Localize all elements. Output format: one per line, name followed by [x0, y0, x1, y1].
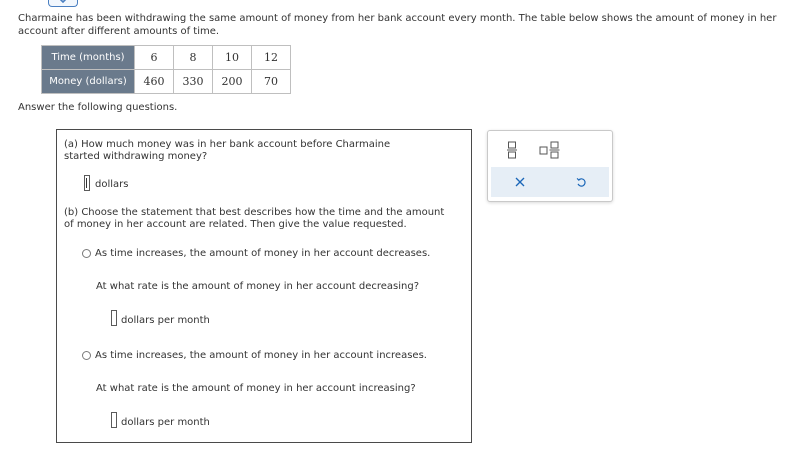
answer-instructions: Answer the following questions.: [18, 102, 178, 113]
chevron-down-icon: [57, 0, 69, 3]
money-cell: 70: [252, 70, 291, 94]
question-box: [56, 129, 472, 443]
math-tool-panel: [487, 130, 613, 202]
table-row-money: [42, 70, 291, 94]
increase-rate-unit: dollars per month: [121, 417, 210, 428]
part-b-question: (b) Choose the statement that best describes how the time and the amount of money in her account are related. Then give the value requested.: [64, 207, 445, 230]
close-icon: [515, 177, 525, 187]
row-header-money: Money (dollars): [42, 70, 135, 94]
decrease-rate-unit: dollars per month: [121, 315, 210, 326]
money-cell: 200: [213, 70, 252, 94]
option-decrease-label: As time increases, the amount of money in her account decreases.: [95, 248, 431, 259]
undo-icon: [576, 177, 587, 188]
time-cell: 10: [213, 46, 252, 70]
mixed-number-icon: [539, 141, 561, 159]
row-header-time: Time (months): [42, 46, 135, 70]
part-a-question: (a) How much money was in her bank account before Charmaine started withdrawing money?: [64, 139, 391, 162]
collapse-toggle[interactable]: [48, 0, 78, 7]
problem-statement: Charmaine has been withdrawing the same amount of money from her bank account every month. The table below shows the amount of money in her account after different amounts of time.: [18, 13, 777, 37]
data-table: [41, 45, 291, 94]
option-increase-label: As time increases, the amount of money in her account increases.: [95, 350, 427, 361]
part-a-unit: dollars: [95, 179, 129, 190]
radio-increase[interactable]: [82, 351, 91, 360]
table-row-time: [42, 46, 291, 70]
part-a-answer-input[interactable]: [84, 175, 90, 191]
fraction-icon: [507, 141, 517, 159]
increase-rate-input[interactable]: [111, 412, 117, 428]
tool-actions-bar: [491, 167, 609, 197]
fraction-button[interactable]: [500, 139, 524, 161]
mixed-number-button[interactable]: [536, 139, 564, 161]
radio-decrease[interactable]: [82, 249, 91, 258]
time-cell: 8: [174, 46, 213, 70]
money-cell: 330: [174, 70, 213, 94]
money-cell: 460: [135, 70, 174, 94]
time-cell: 6: [135, 46, 174, 70]
time-cell: 12: [252, 46, 291, 70]
undo-button[interactable]: [572, 173, 590, 191]
increase-rate-prompt: At what rate is the amount of money in her account increasing?: [96, 383, 416, 394]
decrease-rate-input[interactable]: [111, 310, 117, 326]
decrease-rate-prompt: At what rate is the amount of money in her account decreasing?: [96, 281, 420, 292]
clear-button[interactable]: [511, 173, 529, 191]
